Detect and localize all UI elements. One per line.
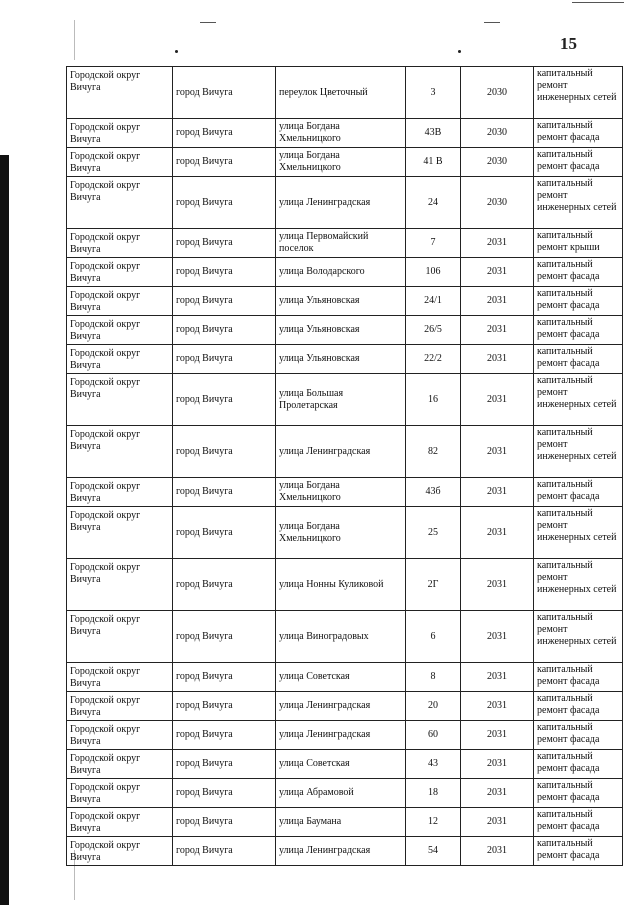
cell-street: улица Нонны Куликовой	[276, 559, 406, 611]
table-row	[67, 67, 623, 119]
cell-city: город Вичуга	[173, 837, 276, 866]
cell-street: улица Первомайский поселок	[276, 229, 406, 258]
cell-house-number: 22/2	[406, 345, 461, 374]
cell-street: улица Ленинградская	[276, 837, 406, 866]
table-row	[67, 559, 623, 611]
cell-district: Городской округ Вичуга	[67, 779, 173, 808]
cell-city: город Вичуга	[173, 177, 276, 229]
cell-district: Городской округ Вичуга	[67, 721, 173, 750]
cell-work-type: капитальный ремонт фасада	[534, 258, 623, 287]
cell-district: Городской округ Вичуга	[67, 837, 173, 866]
cell-house-number: 2Г	[406, 559, 461, 611]
cell-house-number: 16	[406, 374, 461, 426]
cell-work-type: капитальный ремонт фасада	[534, 808, 623, 837]
table-body	[67, 67, 623, 866]
cell-city: город Вичуга	[173, 258, 276, 287]
cell-house-number: 26/5	[406, 316, 461, 345]
cell-house-number: 25	[406, 507, 461, 559]
cell-street: улица Богдана Хмельницкого	[276, 478, 406, 507]
scan-edge-speck	[74, 20, 75, 60]
cell-work-type: капитальный ремонт инженерных сетей	[534, 611, 623, 663]
table-row	[67, 148, 623, 177]
table-row	[67, 808, 623, 837]
cell-street: улица Большая Пролетарская	[276, 374, 406, 426]
cell-house-number: 60	[406, 721, 461, 750]
cell-house-number: 106	[406, 258, 461, 287]
cell-house-number: 41 В	[406, 148, 461, 177]
cell-year: 2031	[461, 837, 534, 866]
cell-work-type: капитальный ремонт фасада	[534, 148, 623, 177]
cell-year: 2031	[461, 345, 534, 374]
table-row	[67, 229, 623, 258]
cell-work-type: капитальный ремонт инженерных сетей	[534, 374, 623, 426]
table-row	[67, 119, 623, 148]
cell-district: Городской округ Вичуга	[67, 559, 173, 611]
cell-year: 2030	[461, 177, 534, 229]
cell-year: 2031	[461, 374, 534, 426]
cell-district: Городской округ Вичуга	[67, 663, 173, 692]
scan-line	[200, 22, 216, 23]
cell-house-number: 54	[406, 837, 461, 866]
cell-city: город Вичуга	[173, 611, 276, 663]
scan-line	[484, 22, 500, 23]
cell-district: Городской округ Вичуга	[67, 229, 173, 258]
table-row	[67, 750, 623, 779]
cell-house-number: 6	[406, 611, 461, 663]
cell-work-type: капитальный ремонт инженерных сетей	[534, 177, 623, 229]
cell-year: 2031	[461, 692, 534, 721]
cell-house-number: 43	[406, 750, 461, 779]
table-row	[67, 345, 623, 374]
table-row	[67, 663, 623, 692]
table-row	[67, 316, 623, 345]
repair-schedule-table	[66, 66, 623, 866]
cell-street: улица Абрамовой	[276, 779, 406, 808]
cell-street: улица Ленинградская	[276, 692, 406, 721]
cell-work-type: капитальный ремонт фасада	[534, 478, 623, 507]
cell-year: 2031	[461, 611, 534, 663]
page-number: 15	[560, 34, 577, 53]
cell-work-type: капитальный ремонт инженерных сетей	[534, 426, 623, 478]
cell-district: Городской округ Вичуга	[67, 611, 173, 663]
scan-line	[572, 2, 624, 3]
cell-year: 2031	[461, 721, 534, 750]
cell-city: город Вичуга	[173, 287, 276, 316]
cell-street: улица Ленинградская	[276, 177, 406, 229]
table-row	[67, 287, 623, 316]
cell-city: город Вичуга	[173, 779, 276, 808]
cell-street: улица Ленинградская	[276, 426, 406, 478]
cell-city: город Вичуга	[173, 692, 276, 721]
cell-work-type: капитальный ремонт фасада	[534, 287, 623, 316]
cell-work-type: капитальный ремонт инженерных сетей	[534, 507, 623, 559]
cell-house-number: 20	[406, 692, 461, 721]
cell-year: 2030	[461, 67, 534, 119]
cell-house-number: 12	[406, 808, 461, 837]
cell-street: улица Виноградовых	[276, 611, 406, 663]
cell-street: переулок Цветочный	[276, 67, 406, 119]
cell-work-type: капитальный ремонт крыши	[534, 229, 623, 258]
cell-city: город Вичуга	[173, 663, 276, 692]
cell-city: город Вичуга	[173, 426, 276, 478]
cell-street: улица Ленинградская	[276, 721, 406, 750]
table-row	[67, 177, 623, 229]
cell-city: город Вичуга	[173, 808, 276, 837]
cell-district: Городской округ Вичуга	[67, 148, 173, 177]
cell-street: улица Богдана Хмельницкого	[276, 507, 406, 559]
table-row	[67, 507, 623, 559]
table-row	[67, 426, 623, 478]
scan-dot	[175, 50, 178, 53]
cell-district: Городской округ Вичуга	[67, 119, 173, 148]
cell-year: 2030	[461, 119, 534, 148]
cell-year: 2031	[461, 229, 534, 258]
cell-city: город Вичуга	[173, 507, 276, 559]
cell-year: 2031	[461, 426, 534, 478]
cell-year: 2031	[461, 258, 534, 287]
cell-year: 2031	[461, 779, 534, 808]
cell-city: город Вичуга	[173, 229, 276, 258]
cell-district: Городской округ Вичуга	[67, 67, 173, 119]
cell-house-number: 18	[406, 779, 461, 808]
cell-district: Городской округ Вичуга	[67, 374, 173, 426]
cell-year: 2031	[461, 808, 534, 837]
cell-year: 2031	[461, 507, 534, 559]
cell-work-type: капитальный ремонт фасада	[534, 692, 623, 721]
cell-work-type: капитальный ремонт фасада	[534, 750, 623, 779]
cell-city: город Вичуга	[173, 67, 276, 119]
cell-city: город Вичуга	[173, 345, 276, 374]
cell-year: 2031	[461, 316, 534, 345]
cell-city: город Вичуга	[173, 148, 276, 177]
cell-district: Городской округ Вичуга	[67, 478, 173, 507]
cell-city: город Вичуга	[173, 374, 276, 426]
cell-district: Городской округ Вичуга	[67, 177, 173, 229]
cell-work-type: капитальный ремонт фасада	[534, 119, 623, 148]
cell-street: улица Ульяновская	[276, 287, 406, 316]
table-row	[67, 779, 623, 808]
cell-district: Городской округ Вичуга	[67, 316, 173, 345]
cell-city: город Вичуга	[173, 119, 276, 148]
table-row	[67, 478, 623, 507]
cell-year: 2030	[461, 148, 534, 177]
cell-district: Городской округ Вичуга	[67, 507, 173, 559]
cell-year: 2031	[461, 559, 534, 611]
cell-work-type: капитальный ремонт фасада	[534, 779, 623, 808]
cell-district: Городской округ Вичуга	[67, 426, 173, 478]
cell-street: улица Советская	[276, 663, 406, 692]
cell-city: город Вичуга	[173, 316, 276, 345]
cell-district: Городской округ Вичуга	[67, 345, 173, 374]
cell-city: город Вичуга	[173, 750, 276, 779]
cell-year: 2031	[461, 287, 534, 316]
cell-work-type: капитальный ремонт фасада	[534, 721, 623, 750]
cell-year: 2031	[461, 663, 534, 692]
cell-work-type: капитальный ремонт фасада	[534, 316, 623, 345]
cell-house-number: 43б	[406, 478, 461, 507]
cell-work-type: капитальный ремонт фасада	[534, 345, 623, 374]
cell-city: город Вичуга	[173, 478, 276, 507]
cell-district: Городской округ Вичуга	[67, 258, 173, 287]
cell-house-number: 24	[406, 177, 461, 229]
cell-house-number: 82	[406, 426, 461, 478]
cell-street: улица Ульяновская	[276, 345, 406, 374]
cell-street: улица Баумана	[276, 808, 406, 837]
cell-city: город Вичуга	[173, 721, 276, 750]
cell-district: Городской округ Вичуга	[67, 287, 173, 316]
table-row	[67, 692, 623, 721]
cell-house-number: 7	[406, 229, 461, 258]
cell-work-type: капитальный ремонт инженерных сетей	[534, 559, 623, 611]
cell-house-number: 24/1	[406, 287, 461, 316]
table-row	[67, 374, 623, 426]
cell-house-number: 3	[406, 67, 461, 119]
cell-house-number: 43В	[406, 119, 461, 148]
cell-work-type: капитальный ремонт фасада	[534, 837, 623, 866]
cell-year: 2031	[461, 750, 534, 779]
table-row	[67, 721, 623, 750]
scan-dot	[458, 50, 461, 53]
cell-city: город Вичуга	[173, 559, 276, 611]
cell-work-type: капитальный ремонт инженерных сетей	[534, 67, 623, 119]
cell-street: улица Володарского	[276, 258, 406, 287]
cell-street: улица Советская	[276, 750, 406, 779]
scan-edge-bar	[0, 155, 9, 905]
cell-district: Городской округ Вичуга	[67, 808, 173, 837]
cell-house-number: 8	[406, 663, 461, 692]
cell-district: Городской округ Вичуга	[67, 692, 173, 721]
table-row	[67, 611, 623, 663]
cell-street: улица Ульяновская	[276, 316, 406, 345]
table-row	[67, 258, 623, 287]
cell-street: улица Богдана Хмельницкого	[276, 119, 406, 148]
cell-district: Городской округ Вичуга	[67, 750, 173, 779]
table-row	[67, 837, 623, 866]
cell-work-type: капитальный ремонт фасада	[534, 663, 623, 692]
cell-year: 2031	[461, 478, 534, 507]
cell-street: улица Богдана Хмельницкого	[276, 148, 406, 177]
